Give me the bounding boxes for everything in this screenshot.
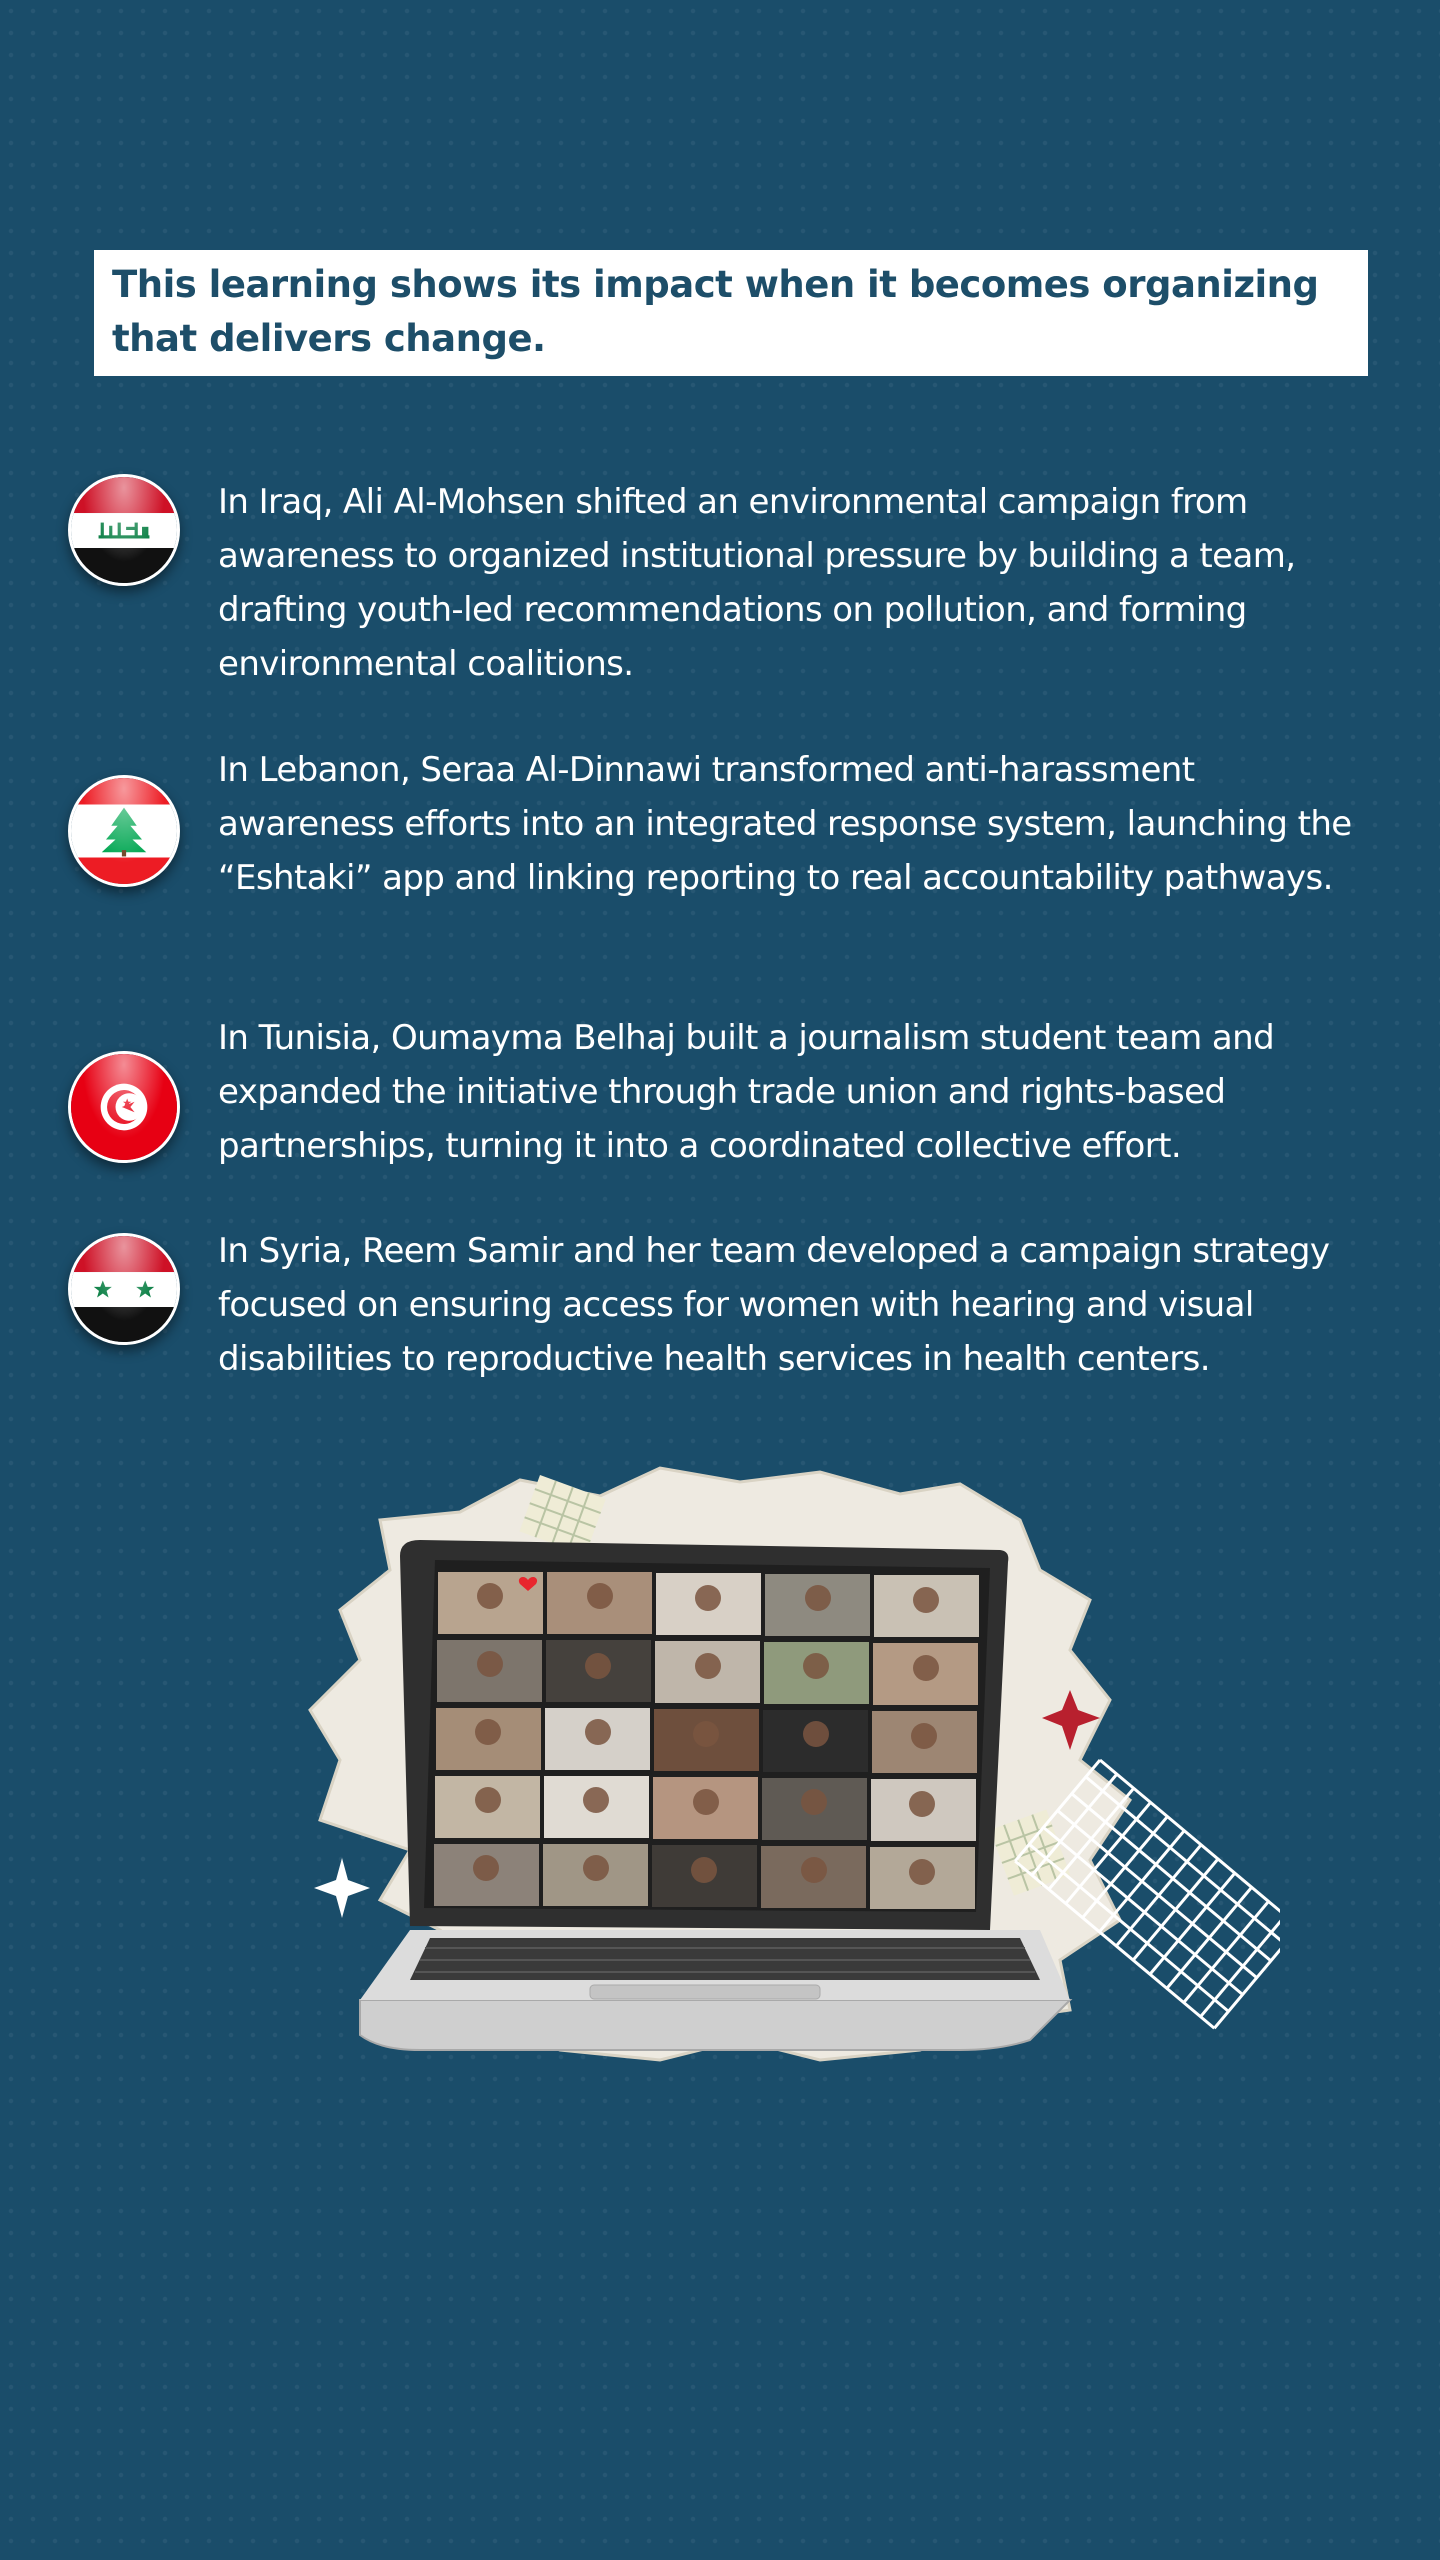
laptop-video-call-illustration [300,1460,1280,2120]
story-text-lebanon: In Lebanon, Seraa Al-Dinnawi transformed anti-harassment awareness efforts into an integrated response system, launching the “Eshtaki” app and linking reporting to real accountability pathways. [218,750,1352,898]
story-text-syria: In Syria, Reem Samir and her team developed a campaign strategy focused on ensuring access for women with hearing and visual disabilities to reproductive health services in health centers. [218,1231,1330,1379]
story-text-iraq: In Iraq, Ali Al-Mohsen shifted an environmental campaign from awareness to organized institutional pressure by building a team, drafting youth-led recommendations on pollution, and forming environmental coalitions. [218,482,1296,684]
iraq-flag-icon [68,474,180,586]
lebanon-flag-icon [68,775,180,887]
tunisia-flag-icon [68,1051,180,1163]
headline: This learning shows its impact when it becomes organizing that delivers change. [112,263,1319,360]
syria-flag-icon [68,1233,180,1345]
headline-box [94,250,1368,376]
story-text-tunisia: In Tunisia, Oumayma Belhaj built a journalism student team and expanded the initiative through trade union and rights-based partnerships, turning it into a coordinated collective effort. [218,1018,1275,1166]
